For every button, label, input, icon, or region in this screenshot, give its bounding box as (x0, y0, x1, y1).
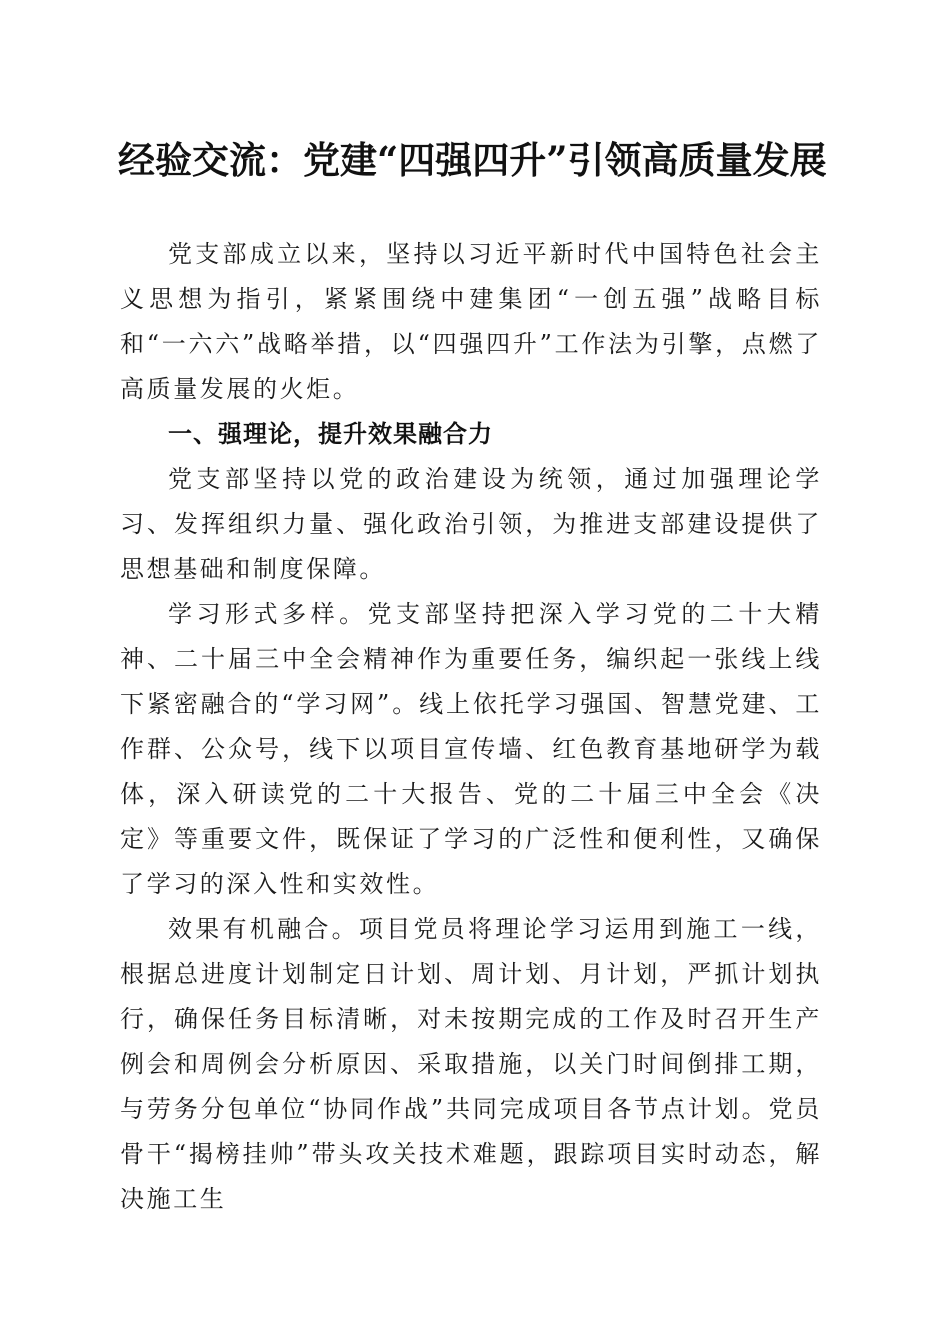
section-heading-1: 一、强理论，提升效果融合力 (168, 420, 493, 448)
document-title: 经验交流：党建“四强四升”引领高质量发展 (118, 138, 827, 182)
body-paragraph: 效果有机融合。项目党员将理论学习运用到施工一线，根据总进度计划制定日计划、周计划、月计划，严抓计划执行，确保任务目标清晰，对未按期完成的工作及时召开生产例会和周例会分析原因、采取措施，以关门时间倒排工期，与劳务分包单位“协同作战”共同完成项目各节点计划。党员骨干“揭榜挂帅”带头攻关技术难题，跟踪项目实时动态，解决施工生 (120, 915, 822, 1213)
intro-paragraph: 党支部成立以来，坚持以习近平新时代中国特色社会主义思想为指引，紧紧围绕中建集团“一创五强”战略目标和“一六六”战略举措，以“四强四升”工作法为引擎，点燃了高质量发展的火炬。 (120, 240, 822, 403)
body-paragraph: 党支部坚持以党的政治建设为统领，通过加强理论学习、发挥组织力量、强化政治引领，为推进支部建设提供了思想基础和制度保障。 (120, 465, 822, 583)
body-paragraph: 学习形式多样。党支部坚持把深入学习党的二十大精神、二十届三中全会精神作为重要任务，编织起一张线上线下紧密融合的“学习网”。线上依托学习强国、智慧党建、工作群、公众号，线下以项目宣传墙、红色教育基地研学为载体，深入研读党的二十大报告、党的二十届三中全会《决定》等重要文件，既保证了学习的广泛性和便利性，又确保了学习的深入性和实效性。 (120, 600, 822, 898)
document-body (120, 232, 822, 1222)
